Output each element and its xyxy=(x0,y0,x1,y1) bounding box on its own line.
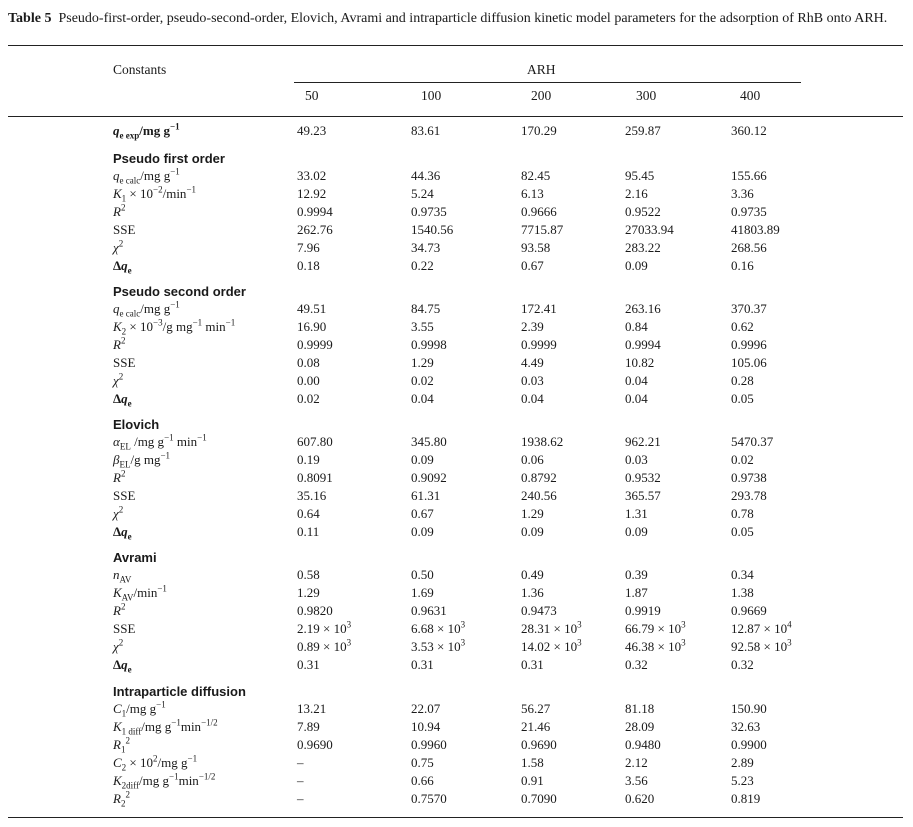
table-cell: 0.04 xyxy=(625,373,648,388)
table-cell: 0.28 xyxy=(731,373,754,388)
table-cell: 0.84 xyxy=(625,319,648,334)
table-cell: 0.9735 xyxy=(731,204,767,219)
section-title-pseudo-first-order: Pseudo first order xyxy=(113,151,225,166)
table-cell: 263.16 xyxy=(625,301,661,316)
table-cell: $0.89 \times 10^3$ xyxy=(297,637,352,654)
table-cell: 6.13 xyxy=(521,186,544,201)
row-label-sse: SSE xyxy=(113,222,136,237)
table-cell: 365.57 xyxy=(625,488,661,503)
row-label-r2: $R^2$ xyxy=(113,202,126,219)
table-cell: 962.21 xyxy=(625,434,661,449)
table-cell: 10.94 xyxy=(411,719,441,734)
table-cell: 1.38 xyxy=(731,585,754,600)
table-cell: 0.8091 xyxy=(297,470,333,485)
table-cell: 293.78 xyxy=(731,488,767,503)
table-cell: 0.09 xyxy=(625,524,648,539)
table-cell: 33.02 xyxy=(297,168,327,183)
table-cell: 82.45 xyxy=(521,168,551,183)
table-cell: 0.09 xyxy=(411,524,434,539)
table-cell: $66.79 \times 10^3$ xyxy=(625,619,686,636)
table-cell: 12.92 xyxy=(297,186,327,201)
table-cell: 283.22 xyxy=(625,240,661,255)
table-cell: 0.09 xyxy=(521,524,544,539)
table-cell: 0.9690 xyxy=(521,737,557,752)
constants-header: Constants xyxy=(113,62,167,77)
row-label-r2: $R^2$ xyxy=(113,468,126,485)
table-cell: 0.9480 xyxy=(625,737,661,752)
table-cell: 0.05 xyxy=(731,524,754,539)
qe-exp-value: 170.29 xyxy=(521,123,557,138)
row-label-sse: SSE xyxy=(113,621,136,636)
table-cell: 0.9999 xyxy=(297,337,333,352)
table-cell: 370.37 xyxy=(731,301,767,316)
table-cell: 2.16 xyxy=(625,186,648,201)
table-cell: 0.9522 xyxy=(625,204,661,219)
table-cell: 0.11 xyxy=(297,524,320,539)
table-cell: 0.18 xyxy=(297,258,320,273)
table-cell: 49.51 xyxy=(297,301,327,316)
table-caption xyxy=(8,10,904,27)
column-header-300: 300 xyxy=(636,88,657,103)
table-cell: 44.36 xyxy=(411,168,441,183)
table-cell: 27033.94 xyxy=(625,222,674,237)
row-label-delta-qe: $\Delta q_e$ xyxy=(113,391,132,409)
table-cell: 0.9996 xyxy=(731,337,767,352)
table-cell: 0.9738 xyxy=(731,470,767,485)
table-cell: 0.9960 xyxy=(411,737,447,752)
section-title-elovich: Elovich xyxy=(113,417,160,432)
row-label-sse: SSE xyxy=(113,355,136,370)
arh-group-header: ARH xyxy=(527,62,556,77)
table-cell: 5.23 xyxy=(731,773,754,788)
table-cell: 10.82 xyxy=(625,355,655,370)
table-cell: – xyxy=(297,791,304,806)
table-cell: 345.80 xyxy=(411,434,447,449)
table-cell: 93.58 xyxy=(521,240,551,255)
column-header-200: 200 xyxy=(531,88,552,103)
table-cell: 0.9690 xyxy=(297,737,333,752)
table-cell: 150.90 xyxy=(731,701,767,716)
row-label-k1-diff: $K_{1 diff}/mg$ $g^{-1}\min^{-1/2}$ xyxy=(113,717,218,737)
qe-exp-value: 259.87 xyxy=(625,123,661,138)
table-cell: 1.58 xyxy=(521,755,544,770)
table-cell: 3.36 xyxy=(731,186,754,201)
table-cell: $3.53 \times 10^3$ xyxy=(411,637,466,654)
table-cell: 0.67 xyxy=(521,258,544,273)
table-cell: 4.49 xyxy=(521,355,544,370)
header-rule xyxy=(8,116,903,117)
qe-exp-value: 49.23 xyxy=(297,123,327,138)
row-label-chi2: $\chi^2$ xyxy=(113,637,124,654)
table-cell: 0.22 xyxy=(411,258,434,273)
caption-text: Pseudo-first-order, pseudo-second-order, Elovich, Avrami and intraparticle diffusion kinetic model parameters for the adsorption of RhB onto ARH. xyxy=(58,11,888,26)
table-cell: 0.02 xyxy=(297,391,320,406)
table-cell: 1540.56 xyxy=(411,222,454,237)
table-cell: 0.32 xyxy=(731,657,754,672)
table-cell: 13.21 xyxy=(297,701,327,716)
table-cell: 5.24 xyxy=(411,186,434,201)
table-cell: 7.96 xyxy=(297,240,320,255)
table-cell: 41803.89 xyxy=(731,222,780,237)
table-cell: 0.9994 xyxy=(625,337,661,352)
top-rule xyxy=(8,45,903,46)
row-label-alpha-el: $\alpha_{EL}$ /mg $g^{-1}$ $\min^{-1}$ xyxy=(113,432,207,452)
table-cell: 0.9666 xyxy=(521,204,557,219)
row-label-r2: $R^2$ xyxy=(113,601,126,618)
table-cell: 240.56 xyxy=(521,488,557,503)
table-cell: 61.31 xyxy=(411,488,441,503)
table-cell: $12.87 \times 10^4$ xyxy=(731,619,792,636)
table-cell: 22.07 xyxy=(411,701,441,716)
table-cell: 1.29 xyxy=(521,506,544,521)
table-cell: 7.89 xyxy=(297,719,320,734)
table-cell: 0.03 xyxy=(521,373,544,388)
row-label-sse: SSE xyxy=(113,488,136,503)
table-cell: 0.31 xyxy=(521,657,544,672)
table-cell: $28.31 \times 10^3$ xyxy=(521,619,582,636)
row-label-k2-diff: $K_{2diff}/mg$ $g^{-1}\min^{-1/2}$ xyxy=(113,771,216,791)
table-cell: $46.38 \times 10^3$ xyxy=(625,637,686,654)
row-label-k-av: $K_{AV}/\min^{-1}$ xyxy=(113,583,167,603)
row-label-r1-squared: $R_1^2$ xyxy=(113,735,130,755)
row-label-n-av: $n_{AV}$ xyxy=(113,567,132,585)
table-cell: 0.04 xyxy=(411,391,434,406)
table-cell: 0.7570 xyxy=(411,791,447,806)
table-cell: 35.16 xyxy=(297,488,327,503)
table-cell: 0.9735 xyxy=(411,204,447,219)
row-label-k1: $K_1 \times 10^{-2}/\min^{-1}$ xyxy=(113,184,197,204)
group-rule xyxy=(294,82,801,83)
table-cell: – xyxy=(297,773,304,788)
table-cell: 1.29 xyxy=(297,585,320,600)
table-cell: 1.87 xyxy=(625,585,648,600)
table-cell: 0.34 xyxy=(731,567,754,582)
table-cell: 262.76 xyxy=(297,222,333,237)
row-label-delta-qe: $\Delta q_e$ xyxy=(113,258,132,276)
table-cell: $92.58 \times 10^3$ xyxy=(731,637,792,654)
table-cell: $14.02 \times 10^3$ xyxy=(521,637,582,654)
table-cell: 0.08 xyxy=(297,355,320,370)
table-cell: 0.31 xyxy=(411,657,434,672)
table-cell: 0.09 xyxy=(411,452,434,467)
table-cell: 0.02 xyxy=(411,373,434,388)
row-label-c1: $C_1/mg$ $g^{-1}$ xyxy=(113,699,166,719)
row-label-beta-el: $\beta_{EL}/g$ $mg^{-1}$ xyxy=(113,450,171,470)
table-cell: 2.39 xyxy=(521,319,544,334)
column-header-50: 50 xyxy=(305,88,319,103)
table-cell: 95.45 xyxy=(625,168,655,183)
table-cell: 0.9999 xyxy=(521,337,557,352)
table-cell: 0.04 xyxy=(625,391,648,406)
row-label-r2: $R^2$ xyxy=(113,335,126,352)
table-cell: 0.67 xyxy=(411,506,434,521)
table-cell: $2.19 \times 10^3$ xyxy=(297,619,352,636)
table-cell: 0.49 xyxy=(521,567,544,582)
row-label-chi2: $\chi^2$ xyxy=(113,504,124,521)
table-number: Table 5 xyxy=(8,11,52,26)
table-cell: 5470.37 xyxy=(731,434,774,449)
table-cell: 0.9994 xyxy=(297,204,333,219)
table-cell: 1.36 xyxy=(521,585,544,600)
table-cell: 268.56 xyxy=(731,240,767,255)
table-cell: 0.7090 xyxy=(521,791,557,806)
row-label-c2: $C_2 \times 10^2/mg$ $g^{-1}$ xyxy=(113,753,198,773)
table-cell: 0.91 xyxy=(521,773,544,788)
qe-exp-value: 360.12 xyxy=(731,123,767,138)
table-cell: 0.04 xyxy=(521,391,544,406)
table-cell: 0.32 xyxy=(625,657,648,672)
table-cell: 81.18 xyxy=(625,701,655,716)
table-cell: 607.80 xyxy=(297,434,333,449)
row-label-delta-qe: $\Delta q_e$ xyxy=(113,524,132,542)
table-cell: 0.64 xyxy=(297,506,320,521)
table-cell: 172.41 xyxy=(521,301,557,316)
table-cell: 0.05 xyxy=(731,391,754,406)
column-header-400: 400 xyxy=(740,88,761,103)
qe-exp-value: 83.61 xyxy=(411,123,441,138)
row-label-qe-calc: $q_{e calc}/mg$ $g^{-1}$ xyxy=(113,299,180,319)
table-cell: 28.09 xyxy=(625,719,655,734)
table-cell: 155.66 xyxy=(731,168,767,183)
column-header-100: 100 xyxy=(421,88,442,103)
row-label-qe-calc: $q_{e calc}/mg$ $g^{-1}$ xyxy=(113,166,180,186)
table-cell: 56.27 xyxy=(521,701,551,716)
table-cell: – xyxy=(297,755,304,770)
table-cell: 0.31 xyxy=(297,657,320,672)
table-cell: 3.56 xyxy=(625,773,648,788)
section-title-avrami: Avrami xyxy=(113,550,157,565)
row-label-chi2: $\chi^2$ xyxy=(113,238,124,255)
table-cell: 105.06 xyxy=(731,355,767,370)
table-cell: 0.9900 xyxy=(731,737,767,752)
table-cell: 0.09 xyxy=(625,258,648,273)
table-cell: 0.39 xyxy=(625,567,648,582)
row-label-chi2: $\chi^2$ xyxy=(113,371,124,388)
table-cell: 0.66 xyxy=(411,773,434,788)
table-cell: 1.31 xyxy=(625,506,648,521)
bottom-rule xyxy=(8,817,903,818)
table-cell: 0.62 xyxy=(731,319,754,334)
table-cell: 1.29 xyxy=(411,355,434,370)
table-cell: 0.8792 xyxy=(521,470,557,485)
table-cell: 32.63 xyxy=(731,719,761,734)
table-cell: 0.9998 xyxy=(411,337,447,352)
table-cell: 0.78 xyxy=(731,506,754,521)
table-cell: 3.55 xyxy=(411,319,434,334)
table-cell: 0.06 xyxy=(521,452,544,467)
table-cell: 0.9532 xyxy=(625,470,661,485)
table-cell: 2.12 xyxy=(625,755,648,770)
table-cell: 0.9820 xyxy=(297,603,333,618)
table-cell: 0.9669 xyxy=(731,603,767,618)
section-title-intraparticle-diffusion: Intraparticle diffusion xyxy=(113,684,246,699)
table-cell: 2.89 xyxy=(731,755,754,770)
table-cell: 0.620 xyxy=(625,791,655,806)
table-cell: 0.9473 xyxy=(521,603,557,618)
row-label-delta-qe: $\Delta q_e$ xyxy=(113,657,132,675)
table-cell: 0.9631 xyxy=(411,603,447,618)
table-cell: 0.02 xyxy=(731,452,754,467)
table-cell: 21.46 xyxy=(521,719,551,734)
table-cell: 1.69 xyxy=(411,585,434,600)
table-cell: 0.19 xyxy=(297,452,320,467)
table-cell: 0.58 xyxy=(297,567,320,582)
table-cell: 0.75 xyxy=(411,755,434,770)
table-cell: 0.00 xyxy=(297,373,320,388)
row-label-k2: $K_2 \times 10^{-3}/g$ $mg^{-1}$ $\min^{-1}$ xyxy=(113,317,236,337)
table-cell: 0.9919 xyxy=(625,603,661,618)
section-title-pseudo-second-order: Pseudo second order xyxy=(113,284,246,299)
table-cell: 0.16 xyxy=(731,258,754,273)
table-cell: 16.90 xyxy=(297,319,327,334)
table-cell: 7715.87 xyxy=(521,222,564,237)
table-cell: 1938.62 xyxy=(521,434,564,449)
table-cell: $6.68 \times 10^3$ xyxy=(411,619,466,636)
table-cell: 0.819 xyxy=(731,791,761,806)
table-cell: 84.75 xyxy=(411,301,441,316)
row-label-qe-exp: $q_{e exp}/mg$ $g^{-1}$ xyxy=(113,121,180,141)
table-cell: 0.9092 xyxy=(411,470,447,485)
row-label-r2-squared: $R_2^2$ xyxy=(113,789,130,809)
table-cell: 0.50 xyxy=(411,567,434,582)
table-cell: 0.03 xyxy=(625,452,648,467)
table-cell: 34.73 xyxy=(411,240,441,255)
